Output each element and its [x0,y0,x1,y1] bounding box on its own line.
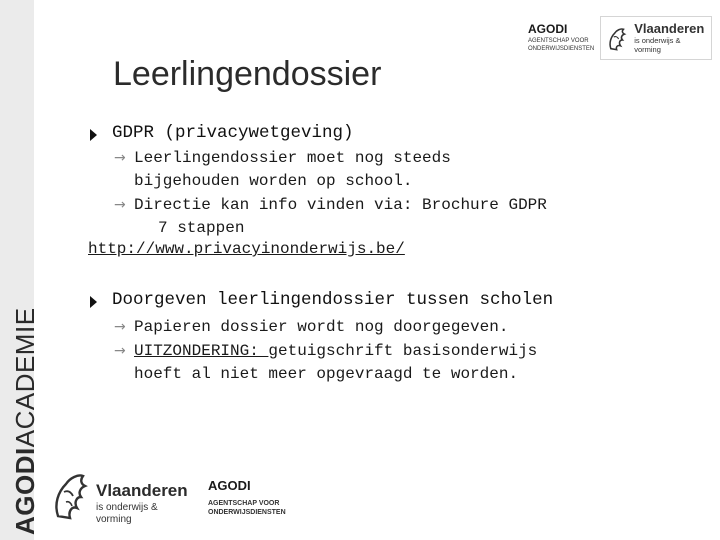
agodi-top-line1: AGENTSCHAP VOOR [528,38,589,44]
triangle-right-icon [90,296,97,308]
agodi-academie-vertical-logo [5,307,45,535]
bullet-doorgeven [112,290,553,310]
slide-title: Leerlingendossier [113,55,382,93]
vlaanderen-logo-bottom [96,482,188,526]
uitzondering-label: UITZONDERING: [134,342,269,360]
agodi-bottom-line1: AGENTSCHAP VOOR [208,500,280,507]
triangle-right-icon [90,129,97,141]
agodi-top-line2: ONDERWIJSDIENSTEN [528,46,595,52]
vlaanderen-bottom-name: Vlaanderen [96,481,188,500]
sub-bullet-3-line-1: Papieren dossier wordt nog doorgegeven. [134,318,509,336]
arrow-right-icon: → [114,197,126,213]
academie-rest-text: ACADEMIE [10,307,40,448]
sub-bullet-3 [114,316,509,339]
bullet-gdpr [112,123,354,143]
agodi-top-name: AGODI [528,22,568,36]
bullet-doorgeven-text: Doorgeven leerlingendossier tussen scholen [112,290,554,310]
sub-bullet-1-line-1: Leerlingendossier moet nog steeds [134,149,451,167]
sub-bullet-4-line-1-text: getuigschrift basisonderwijs [268,342,538,360]
vlaanderen-logo-top [600,16,712,60]
arrow-right-icon: → [114,343,126,359]
academie-bold-text: AGODI [10,447,40,535]
sub-bullet-4-line-1 [134,340,537,363]
agodi-logo-top [528,16,595,62]
top-logos [528,16,712,62]
agodi-logo-bottom [208,478,298,517]
bullet-gdpr-text: GDPR (privacywetgeving) [112,123,354,143]
privacy-link[interactable]: http://www.privacyinonderwijs.be/ [88,240,405,258]
sub-bullet-2-line-2: 7 stappen [158,219,245,237]
lion-icon [50,466,92,522]
arrow-right-icon: → [114,319,126,335]
lion-icon [605,23,630,53]
vlaanderen-bottom-tagline: is onderwijs & vorming [96,502,158,525]
sub-bullet-4 [114,340,538,386]
arrow-right-icon: → [114,150,126,166]
sub-bullet-4-line-2: hoeft al niet meer opgevraagd te worden. [134,365,519,383]
vlaanderen-top-name: Vlaanderen [634,21,705,36]
vlaanderen-top-tagline: is onderwijs & vorming [634,36,681,54]
sub-bullet-1-line-2: bijgehouden worden op school. [134,172,413,190]
sub-bullet-2-line-1: Directie kan info vinden via: Brochure GDPR [134,196,547,214]
sub-bullet-1 [114,147,451,193]
sub-bullet-2 [114,194,547,240]
agodi-bottom-line2: ONDERWIJSDIENSTEN [208,509,286,516]
agodi-bottom-name: AGODI [208,478,251,493]
